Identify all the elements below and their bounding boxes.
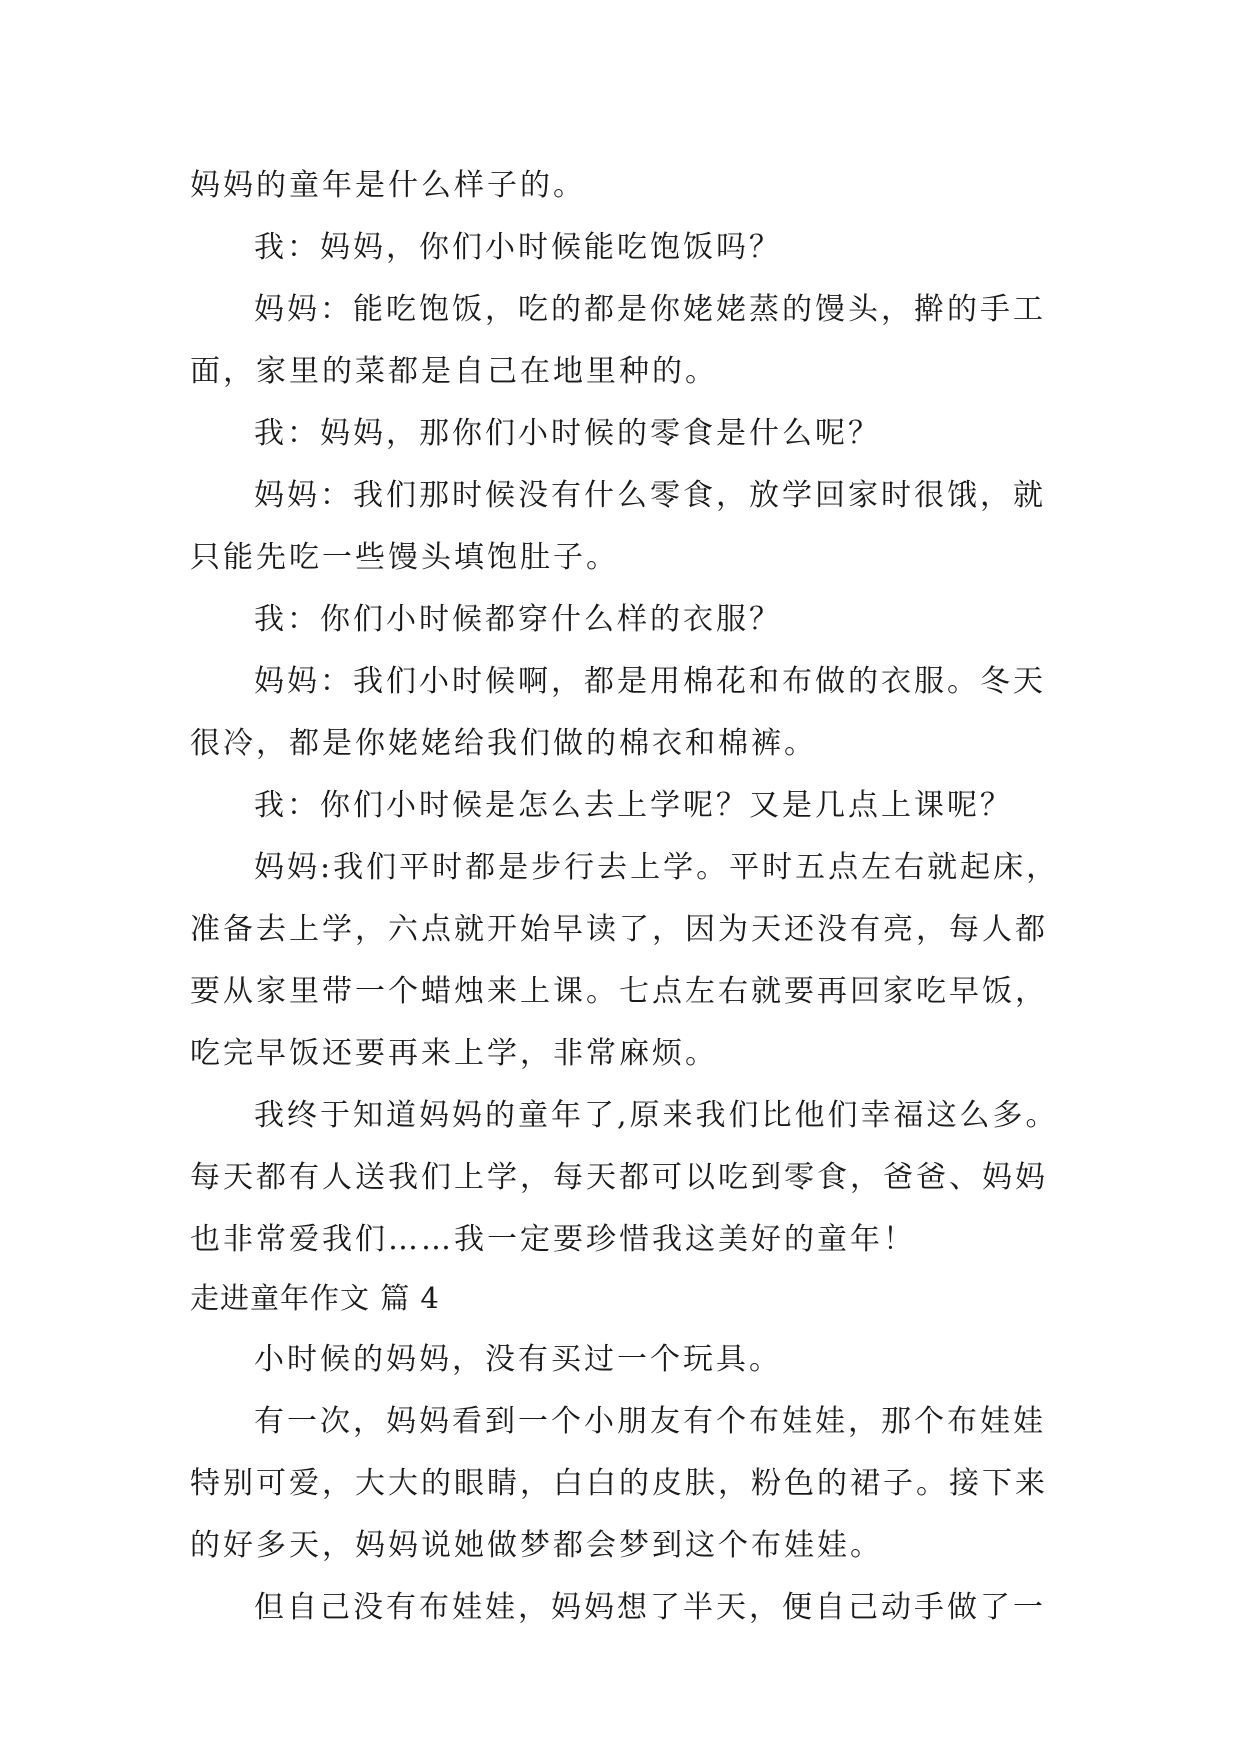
text-line: 我：你们小时候都穿什么样的衣服？ [254,602,782,637]
text-line: 我：你们小时候是怎么去上学呢？又是几点上课呢？ [254,788,1013,823]
text-line: 但自己没有布娃娃，妈妈想了半天，便自己动手做了一 [254,1590,1046,1625]
text-line: 我：妈妈，你们小时候能吃饱饭吗？ [254,230,782,265]
text-line: 妈妈:我们平时都是步行去上学。平时五点左右就起床， [254,850,1060,885]
text-line: 每天都有人送我们上学，每天都可以吃到零食，爸爸、妈妈 [190,1160,1048,1195]
text-line: 的好多天，妈妈说她做梦都会梦到这个布娃娃。 [190,1528,883,1563]
text-line: 有一次，妈妈看到一个小朋友有个布娃娃，那个布娃娃 [254,1404,1046,1439]
text-line: 要从家里带一个蜡烛来上课。七点左右就要再回家吃早饭， [190,974,1048,1009]
text-line: 面，家里的菜都是自己在地里种的。 [190,354,718,389]
text-line: 特别可爱，大大的眼睛，白白的皮肤，粉色的裙子。接下来 [190,1466,1048,1501]
text-line: 我终于知道妈妈的童年了,原来我们比他们幸福这么多。 [254,1098,1059,1133]
section-heading: 走进童年作文 篇 4 [190,1281,440,1315]
text-line: 只能先吃一些馒头填饱肚子。 [190,540,619,575]
text-line: 吃完早饭还要再来上学，非常麻烦。 [190,1036,718,1071]
text-line: 妈妈：能吃饱饭，吃的都是你姥姥蒸的馒头，擀的手工 [254,292,1046,327]
text-line: 我：妈妈，那你们小时候的零食是什么呢？ [254,416,881,451]
text-line: 很冷，都是你姥姥给我们做的棉衣和棉裤。 [190,726,817,761]
text-line: 小时候的妈妈，没有买过一个玩具。 [254,1342,782,1377]
text-line: 妈妈：我们小时候啊，都是用棉花和布做的衣服。冬天 [254,664,1046,699]
text-line: 准备去上学，六点就开始早读了，因为天还没有亮，每人都 [190,912,1048,947]
text-line: 妈妈的童年是什么样子的。 [190,168,586,203]
text-line: 妈妈：我们那时候没有什么零食，放学回家时很饿，就 [254,478,1046,513]
text-line: 也非常爱我们……我一定要珍惜我这美好的童年！ [190,1222,916,1257]
